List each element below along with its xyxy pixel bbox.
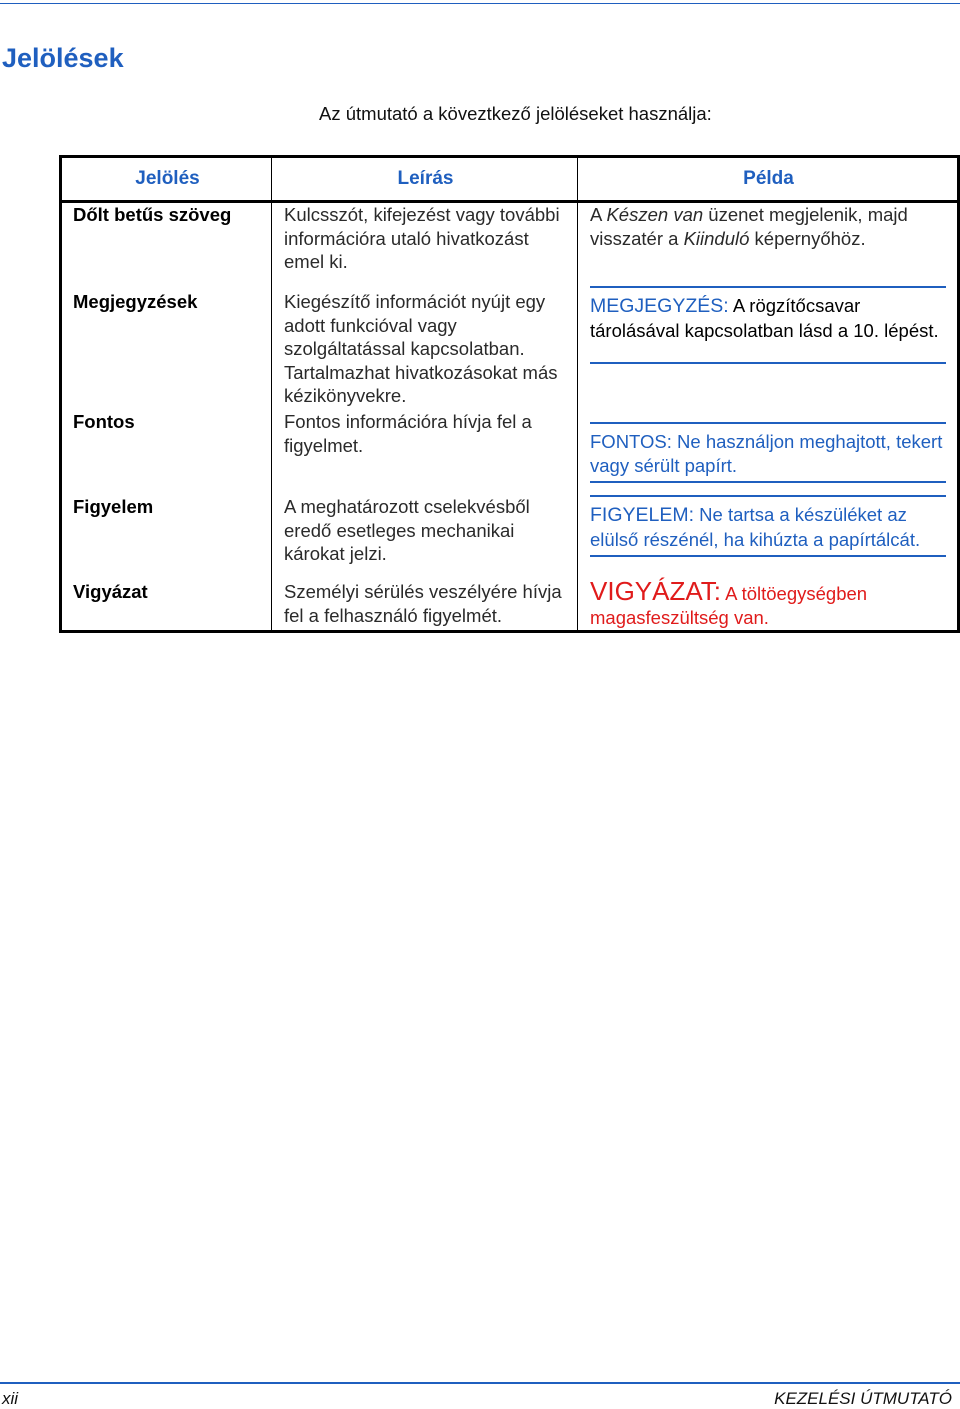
- markings-table: [59, 155, 960, 633]
- note-example-block: [590, 286, 946, 364]
- example-text: A: [590, 204, 607, 225]
- caution-keyword: VIGYÁZAT:: [590, 576, 721, 606]
- example-text: üzenet megjelenik, majd visszatér a: [590, 204, 908, 249]
- row-label: Fontos: [61, 410, 272, 495]
- example-italic-text: Készen van: [606, 204, 704, 225]
- table-row: [61, 580, 959, 632]
- important-example-block: [590, 422, 946, 483]
- row-label: Figyelem: [61, 495, 272, 580]
- intro-text: Az útmutató a köveztkező jelöléseket használja:: [319, 103, 712, 124]
- row-label: Dőlt betűs szöveg: [61, 202, 272, 291]
- row-example: [578, 202, 959, 291]
- table-row: [61, 290, 959, 410]
- header-marking: Jelölés: [61, 157, 272, 202]
- table-row: [61, 410, 959, 495]
- caution-text: A töltöegységben magasfeszültség van.: [590, 583, 868, 628]
- footer-rule: [0, 1382, 960, 1384]
- table-row: [61, 495, 959, 580]
- important-keyword: FONTOS:: [590, 431, 672, 452]
- important-text: Ne használjon meghajtott, tekert vagy sérült papírt.: [590, 431, 943, 476]
- attention-example-block: [590, 495, 946, 557]
- row-description: A meghatározott cselekvésből eredő esetleges mechanikai károkat jelzi.: [272, 495, 578, 580]
- page-title: Jelölések: [2, 43, 124, 73]
- attention-text: Ne tartsa a készüléket az elülső részénél, ha kihúzta a papírtálcát.: [590, 504, 921, 550]
- page-number: xii: [2, 1389, 19, 1408]
- row-label: Vigyázat: [61, 580, 272, 632]
- attention-keyword: FIGYELEM:: [590, 504, 695, 526]
- row-example: [578, 290, 959, 410]
- example-italic-text: Kiinduló: [683, 227, 750, 249]
- table-header-row: [61, 157, 959, 202]
- row-description: Fontos információra hívja fel a figyelmet.: [272, 410, 578, 495]
- table-row: [61, 202, 959, 291]
- manual-title: KEZELÉSI ÚTMUTATÓ: [774, 1389, 952, 1408]
- note-keyword: MEGJEGYZÉS:: [590, 295, 729, 317]
- row-example: [578, 495, 959, 580]
- header-description: Leírás: [272, 157, 578, 202]
- header-example: Példa: [578, 157, 959, 202]
- row-label: Megjegyzések: [61, 290, 272, 410]
- row-description: Kiegészítő információt nyújt egy adott funkcióval vagy szolgáltatással kapcsolatban. Tartalmazhat hivatkozásokat más kézikönyvekre.: [272, 290, 578, 410]
- example-text: képernyőhöz.: [749, 227, 866, 249]
- row-description: Személyi sérülés veszélyére hívja fel a felhasználó figyelmét.: [272, 580, 578, 632]
- note-text: A rögzítőcsavar tárolásával kapcsolatban lásd a 10. lépést.: [590, 295, 939, 341]
- top-rule: [0, 3, 960, 4]
- row-description: Kulcsszót, kifejezést vagy további információra utaló hivatkozást emel ki.: [272, 202, 578, 291]
- row-example: [578, 576, 959, 632]
- row-example: [578, 410, 959, 495]
